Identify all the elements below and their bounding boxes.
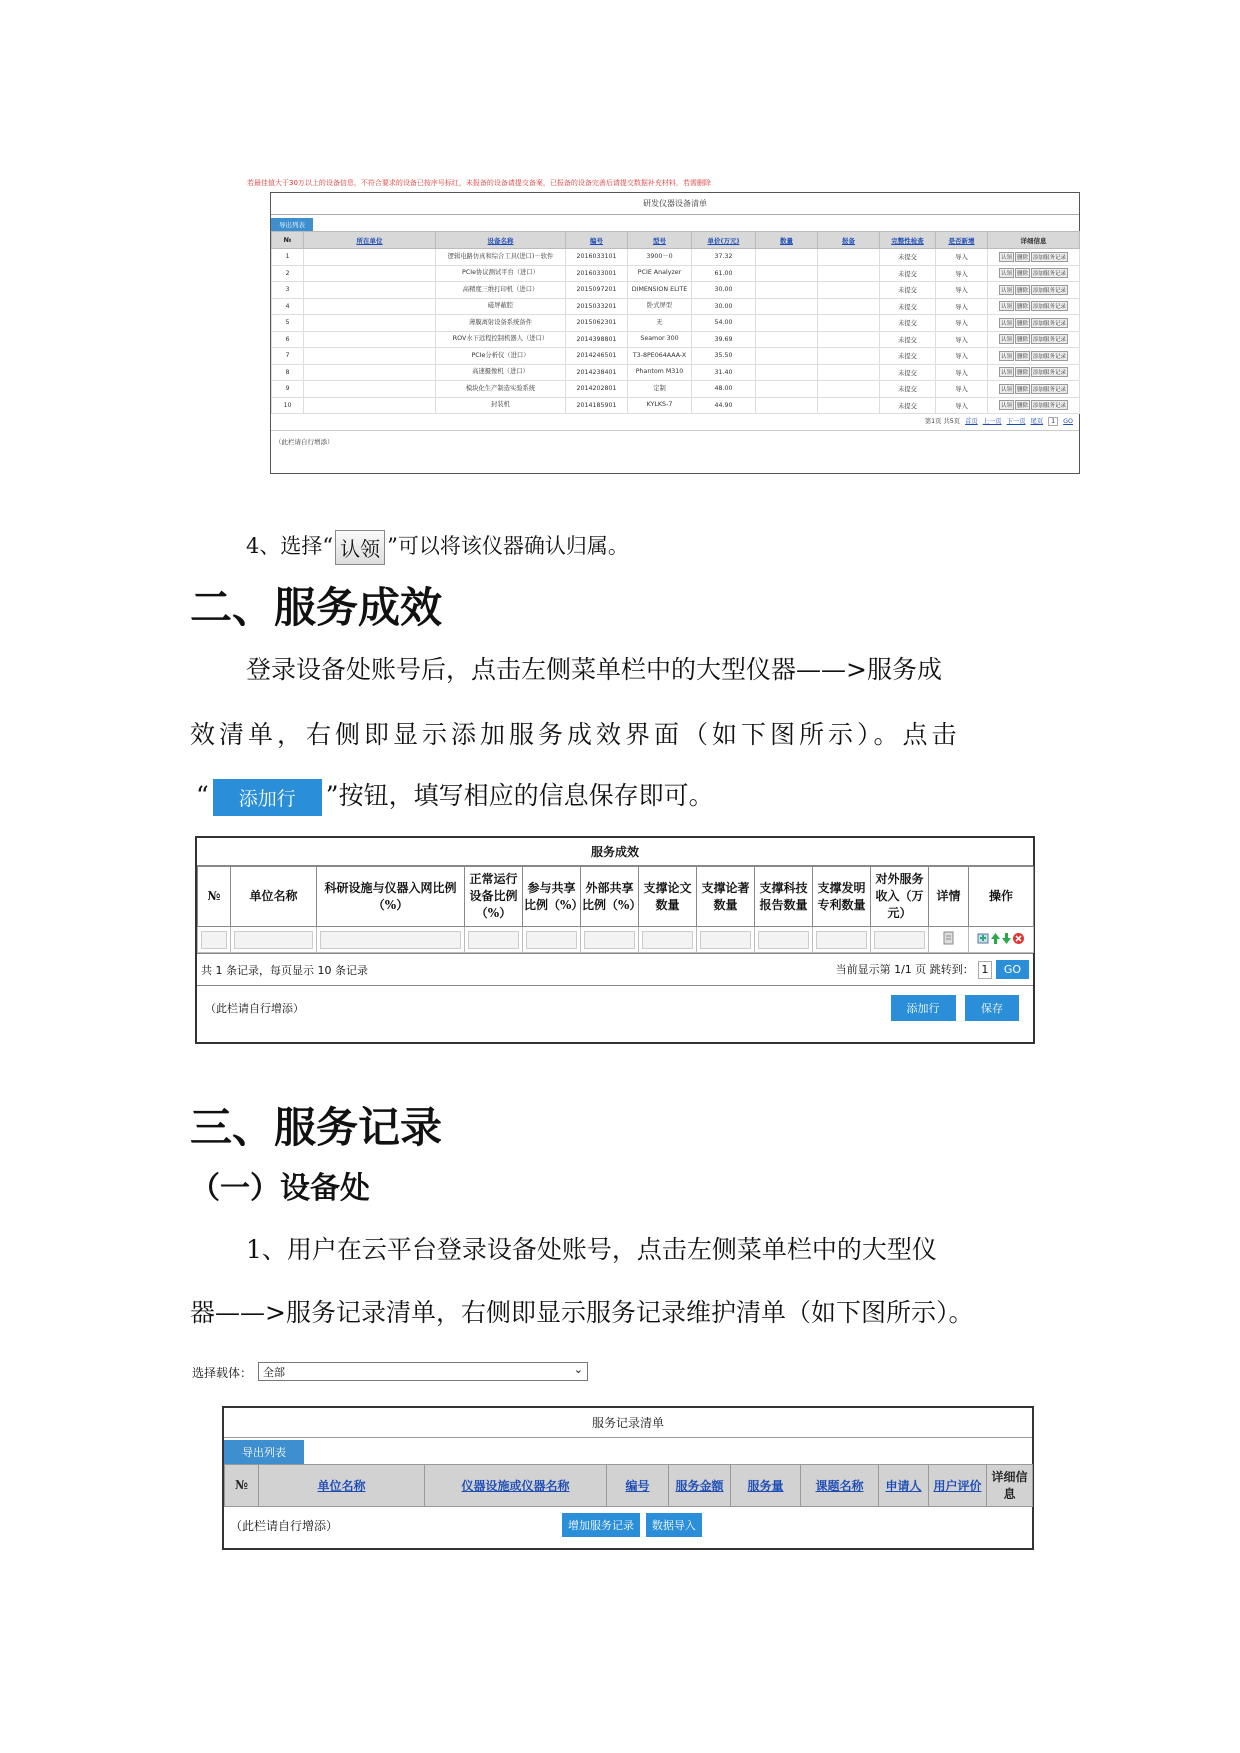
cell-code: 2014246501 [566,348,628,365]
cell-qty [756,397,818,414]
service-record-title: 服务记录清单 [224,1408,1032,1438]
cell-model: 3900－0 [628,249,692,266]
page-info: 第1页 共5页 [924,418,961,425]
books-field[interactable] [700,931,751,949]
delete-button[interactable]: 删除 [1015,384,1030,394]
cell-actions [988,265,1080,282]
cell-report [818,315,880,332]
cell-no: 6 [272,331,304,348]
col-unit[interactable]: 所在单位 [304,232,436,249]
cell-code: 2016033001 [566,265,628,282]
section3-heading: 三、服务记录 [190,1103,443,1152]
cell-price: 30.00 [692,282,756,299]
service-record-footer [224,1507,1032,1543]
footer-note: （此栏请自行增添） [205,1001,304,1015]
cell-report [818,348,880,365]
cell-patents[interactable] [813,927,871,953]
cell-report [818,331,880,348]
table-row [272,265,1080,282]
cell-qty [756,331,818,348]
cell-no: 2 [272,265,304,282]
cell-price: 37.32 [692,249,756,266]
pagination [271,414,1079,430]
claim-button[interactable]: 认领 [999,318,1014,328]
cell-device-name: 高速摄像机（进口） [436,364,566,381]
move-down-icon[interactable] [1001,932,1012,945]
col-unit-name[interactable]: 单位名称 [259,1465,425,1507]
col-model[interactable]: 型号 [628,232,692,249]
export-list-button[interactable]: 导出列表 [271,218,313,231]
cell-no: 3 [272,282,304,299]
col-no: № [225,1465,259,1507]
col-device-name[interactable]: 设备名称 [436,232,566,249]
section3-subheading: （一）设备处 [190,1171,370,1206]
table-row [272,315,1080,332]
cell-device-name: PCIe协议测试平台（进口） [436,265,566,282]
cell-report [818,381,880,398]
col-instrument-name[interactable]: 仪器设施或仪器名称 [425,1465,607,1507]
cell-report [818,265,880,282]
equipment-list-title: 研发仪器设备清单 [271,193,1079,215]
cell-is-new: 导入 [936,282,988,299]
cell-papers[interactable] [639,927,697,953]
cell-price: 35.50 [692,348,756,365]
add-service-record-button[interactable]: 添加服务记录 [1031,384,1068,394]
cell-unit [304,298,436,315]
claim-button-image: 认领 [335,530,385,565]
col-price[interactable]: 单价(万元) [692,232,756,249]
col-reports: 支撑科技报告数量 [755,867,813,927]
delete-button[interactable]: 删除 [1015,301,1030,311]
cell-report [818,298,880,315]
delete-button[interactable]: 删除 [1015,351,1030,361]
add-service-record-button[interactable]: 增加服务记录 [562,1513,640,1537]
col-code[interactable]: 编号 [607,1465,669,1507]
table-row [272,348,1080,365]
cell-completeness: 未提交 [880,265,936,282]
cell-qty [756,315,818,332]
cell-qty [756,348,818,365]
service-effect-header [198,867,1034,927]
cell-qty [756,364,818,381]
claim-button[interactable]: 认领 [999,384,1014,394]
cell-completeness: 未提交 [880,282,936,299]
cell-actions [988,315,1080,332]
col-details: 详细信息 [988,232,1080,249]
cell-model: PCIE Analyzer [628,265,692,282]
cell-price: 30.00 [692,298,756,315]
col-external-share-ratio: 外部共享比例（%） [581,867,639,927]
section2-heading: 二、服务成效 [190,583,443,632]
table-row [198,927,1034,953]
claim-button[interactable]: 认领 [999,334,1014,344]
cell-qty [756,298,818,315]
cell-code: 2014202801 [566,381,628,398]
cell-is-new: 导入 [936,315,988,332]
cell-is-new: 导入 [936,331,988,348]
equipment-table-header [272,232,1080,249]
cell-qty [756,249,818,266]
add-service-record-button[interactable]: 添加服务记录 [1031,334,1068,344]
cell-unit [304,315,436,332]
cell-network[interactable] [317,927,465,953]
cell-device-name: PCIe分析仪（进口） [436,348,566,365]
jump-page-input[interactable]: 1 [978,961,992,979]
col-share-ratio: 参与共享比例（%） [523,867,581,927]
cell-no: 5 [272,315,304,332]
step4-line [246,530,629,565]
cell-is-new: 导入 [936,397,988,414]
delete-row-icon[interactable] [1012,932,1025,945]
cell-no: 9 [272,381,304,398]
claim-button[interactable]: 认领 [999,285,1014,295]
col-completeness[interactable]: 完整性检查 [880,232,936,249]
cell-no: 1 [272,249,304,266]
cell-model: KYLKS-7 [628,397,692,414]
cell-normal[interactable] [465,927,523,953]
equipment-table [271,231,1080,414]
cell-code: 2016033101 [566,249,628,266]
col-patents: 支撑发明专利数量 [813,867,871,927]
cell-actions [988,298,1080,315]
service-record-table [224,1464,1033,1507]
insert-row-icon[interactable] [977,932,990,945]
cell-no: 4 [272,298,304,315]
cell-device-name: 高精度三维打印机（进口） [436,282,566,299]
col-qty[interactable]: 数量 [756,232,818,249]
add-service-record-button[interactable]: 添加服务记录 [1031,268,1068,278]
cell-report [818,364,880,381]
cell-device-name: 薄膜离射设备系统备件 [436,315,566,332]
shot1-warning-note: 若最佳值大于30万以上的设备信息，不符合要求的设备已按序号标红，未报备的设备请提交备案，已报备的设备完善后请提交数据补充材料，若需删除 [247,179,711,187]
cell-external[interactable] [581,927,639,953]
page-first-link[interactable]: 首页 [965,418,978,425]
cell-completeness: 未提交 [880,331,936,348]
cell-model: 无 [628,315,692,332]
cell-unit [304,348,436,365]
col-actions: 操作 [969,867,1034,927]
col-amount[interactable]: 服务金额 [669,1465,731,1507]
cell-model: 卧式屏型 [628,298,692,315]
col-service-volume[interactable]: 服务量 [731,1465,801,1507]
cell-qty [756,381,818,398]
cell-is-new: 导入 [936,381,988,398]
claim-button[interactable]: 认领 [999,268,1014,278]
service-effect-panel [195,836,1035,1044]
cell-is-new: 导入 [936,265,988,282]
cell-actions [988,364,1080,381]
unit-name-field[interactable] [234,931,313,949]
cell-actions [988,331,1080,348]
cell-code: 2015062301 [566,315,628,332]
cell-device-name: 封装机 [436,397,566,414]
chevron-down-icon: ⌄ [573,1363,583,1376]
delete-button[interactable]: 删除 [1015,334,1030,344]
cell-unit [304,381,436,398]
cell-is-new: 导入 [936,249,988,266]
service-effect-title: 服务成效 [197,838,1033,866]
col-report[interactable]: 报备 [818,232,880,249]
service-effect-table [197,866,1034,953]
cell-actions [969,927,1034,953]
move-up-icon[interactable] [990,932,1001,945]
detail-doc-icon[interactable] [942,931,956,945]
papers-field[interactable] [642,931,693,949]
delete-button[interactable]: 删除 [1015,318,1030,328]
save-button[interactable]: 保存 [965,995,1019,1021]
claim-button[interactable]: 认领 [999,367,1014,377]
export-list-button[interactable]: 导出列表 [224,1440,304,1464]
claim-button[interactable]: 认领 [999,351,1014,361]
service-record-header [225,1465,1033,1507]
cell-qty [756,282,818,299]
cell-completeness: 未提交 [880,315,936,332]
cell-unit[interactable] [231,927,317,953]
col-details: 详细信息 [987,1465,1033,1507]
cell-model: DIMENSION ELITE [628,282,692,299]
cell-completeness: 未提交 [880,298,936,315]
carrier-select-value: 全部 [263,1366,285,1379]
page-last-link[interactable]: 尾页 [1030,418,1044,425]
footer-note: （此栏请自行增添） [230,1518,339,1533]
col-normal-ratio: 正常运行设备比例（%） [465,867,523,927]
table-row [272,381,1080,398]
page-go-button[interactable]: GO [1063,418,1073,425]
cell-report [818,249,880,266]
col-applicant[interactable]: 申请人 [879,1465,929,1507]
section2-paragraph-line1: 登录设备处账号后，点击左侧菜单栏中的大型仪器——>服务成 [246,655,942,684]
add-row-button[interactable]: 添加行 [891,995,956,1021]
cell-no: 10 [272,397,304,414]
delete-button[interactable]: 删除 [1015,252,1030,262]
col-income: 对外服务收入（万元） [871,867,929,927]
delete-button[interactable]: 删除 [1015,367,1030,377]
network-ratio-field[interactable] [320,931,461,949]
cell-price: 44.90 [692,397,756,414]
add-service-record-button[interactable]: 添加服务记录 [1031,351,1068,361]
cell-code: 2015033201 [566,298,628,315]
cell-income[interactable] [871,927,929,953]
cell-price: 48.00 [692,381,756,398]
section2-quote-open: “ [196,781,209,810]
cell-price: 61.00 [692,265,756,282]
cell-model: Seamor 300 [628,331,692,348]
service-effect-footer [197,985,1033,1029]
cell-no [198,927,231,953]
section2-paragraph-line3 [196,776,714,816]
cell-price: 39.69 [692,331,756,348]
cell-unit [304,331,436,348]
carrier-select-label: 选择载体： [192,1366,253,1380]
cell-unit [304,364,436,381]
cell-report [818,282,880,299]
cell-actions [988,282,1080,299]
table-row [272,298,1080,315]
col-network-ratio: 科研设施与仪器入网比例（%） [317,867,465,927]
delete-button[interactable]: 删除 [1015,268,1030,278]
add-service-record-button[interactable]: 添加服务记录 [1031,301,1068,311]
service-record-panel [222,1406,1034,1550]
cell-device-name: 磁屏蔽腔 [436,298,566,315]
step4-suffix: ”可以将该仪器确认归属。 [387,534,629,558]
page-prev-link[interactable]: 上一页 [982,418,1002,425]
col-code[interactable]: 编号 [566,232,628,249]
page-number-input[interactable]: 1 [1048,417,1058,426]
cell-detail[interactable] [929,927,969,953]
cell-model: T3-8PE064AAA-X [628,348,692,365]
col-papers: 支撑论文数量 [639,867,697,927]
cell-unit [304,265,436,282]
external-share-field[interactable] [584,931,635,949]
table-row [272,364,1080,381]
step4-prefix: 4、选择“ [246,534,334,558]
add-service-record-button[interactable]: 添加服务记录 [1031,285,1068,295]
cell-actions [988,249,1080,266]
delete-button[interactable]: 删除 [1015,285,1030,295]
col-user-rating[interactable]: 用户评价 [929,1465,987,1507]
cell-price: 31.40 [692,364,756,381]
cell-completeness: 未提交 [880,249,936,266]
cell-books[interactable] [697,927,755,953]
cell-report [818,397,880,414]
cell-price: 54.00 [692,315,756,332]
normal-ratio-field[interactable] [468,931,519,949]
cell-unit [304,249,436,266]
add-service-record-button[interactable]: 添加服务记录 [1031,367,1068,377]
cell-qty [756,265,818,282]
cell-device-name: ROV水下远程控制机器人（进口） [436,331,566,348]
carrier-select[interactable] [258,1362,588,1381]
section3-paragraph-line1: 1、用户在云平台登录设备处账号，点击左侧菜单栏中的大型仪 [246,1235,937,1264]
cell-code: 2014238401 [566,364,628,381]
cell-model: Phantom M310 [628,364,692,381]
col-is-new[interactable]: 是否新增 [936,232,988,249]
no-field [201,931,227,949]
service-effect-pagination [197,953,1033,985]
cell-code: 2015097201 [566,282,628,299]
cell-share[interactable] [523,927,581,953]
cell-is-new: 导入 [936,364,988,381]
col-no: № [272,232,304,249]
section2-p3-suffix: ”按钮，填写相应的信息保存即可。 [325,781,714,810]
cell-is-new: 导入 [936,348,988,365]
cell-no: 8 [272,364,304,381]
patents-field[interactable] [816,931,867,949]
reports-field[interactable] [758,931,809,949]
col-books: 支撑论著数量 [697,867,755,927]
share-ratio-field[interactable] [526,931,577,949]
col-no: № [198,867,231,927]
go-button[interactable]: GO [996,960,1029,979]
cell-code: 2014185901 [566,397,628,414]
cell-is-new: 导入 [936,298,988,315]
add-service-record-button[interactable]: 添加服务记录 [1031,400,1068,410]
delete-button[interactable]: 删除 [1015,400,1030,410]
cell-reports[interactable] [755,927,813,953]
table-row [272,397,1080,414]
add-service-record-button[interactable]: 添加服务记录 [1031,252,1068,262]
table-row [272,331,1080,348]
cell-completeness: 未提交 [880,364,936,381]
record-count: 共 1 条记录，每页显示 10 条记录 [201,963,368,977]
cell-code: 2014398801 [566,331,628,348]
cell-completeness: 未提交 [880,381,936,398]
cell-model: 定制 [628,381,692,398]
page-indicator: 当前显示第 1/1 页 跳转到： [835,963,974,976]
cell-completeness: 未提交 [880,348,936,365]
claim-button[interactable]: 认领 [999,252,1014,262]
equipment-list-panel [270,192,1080,474]
income-field[interactable] [874,931,925,949]
page-next-link[interactable]: 下一页 [1006,418,1026,425]
equipment-footer: （此栏请自行增添） [271,430,1079,452]
cell-unit [304,397,436,414]
cell-device-name: 模块化生产制造实验系统 [436,381,566,398]
col-details: 详情 [929,867,969,927]
claim-button[interactable]: 认领 [999,400,1014,410]
claim-button[interactable]: 认领 [999,301,1014,311]
cell-actions [988,397,1080,414]
cell-actions [988,348,1080,365]
cell-actions [988,381,1080,398]
section2-paragraph-line2: 效清单，右侧即显示添加服务成效界面（如下图所示）。点击 [190,720,961,749]
table-row [272,249,1080,266]
cell-device-name: 逻辑电路仿真和综合工具(进口)－软件 [436,249,566,266]
cell-completeness: 未提交 [880,397,936,414]
cell-no: 7 [272,348,304,365]
add-service-record-button[interactable]: 添加服务记录 [1031,318,1068,328]
col-project-name[interactable]: 课题名称 [801,1465,879,1507]
data-import-button[interactable]: 数据导入 [646,1513,702,1537]
table-row [272,282,1080,299]
cell-unit [304,282,436,299]
col-unit-name: 单位名称 [231,867,317,927]
section3-paragraph-line2: 器——>服务记录清单，右侧即显示服务记录维护清单（如下图所示）。 [190,1298,974,1327]
add-row-button-image: 添加行 [213,779,322,816]
